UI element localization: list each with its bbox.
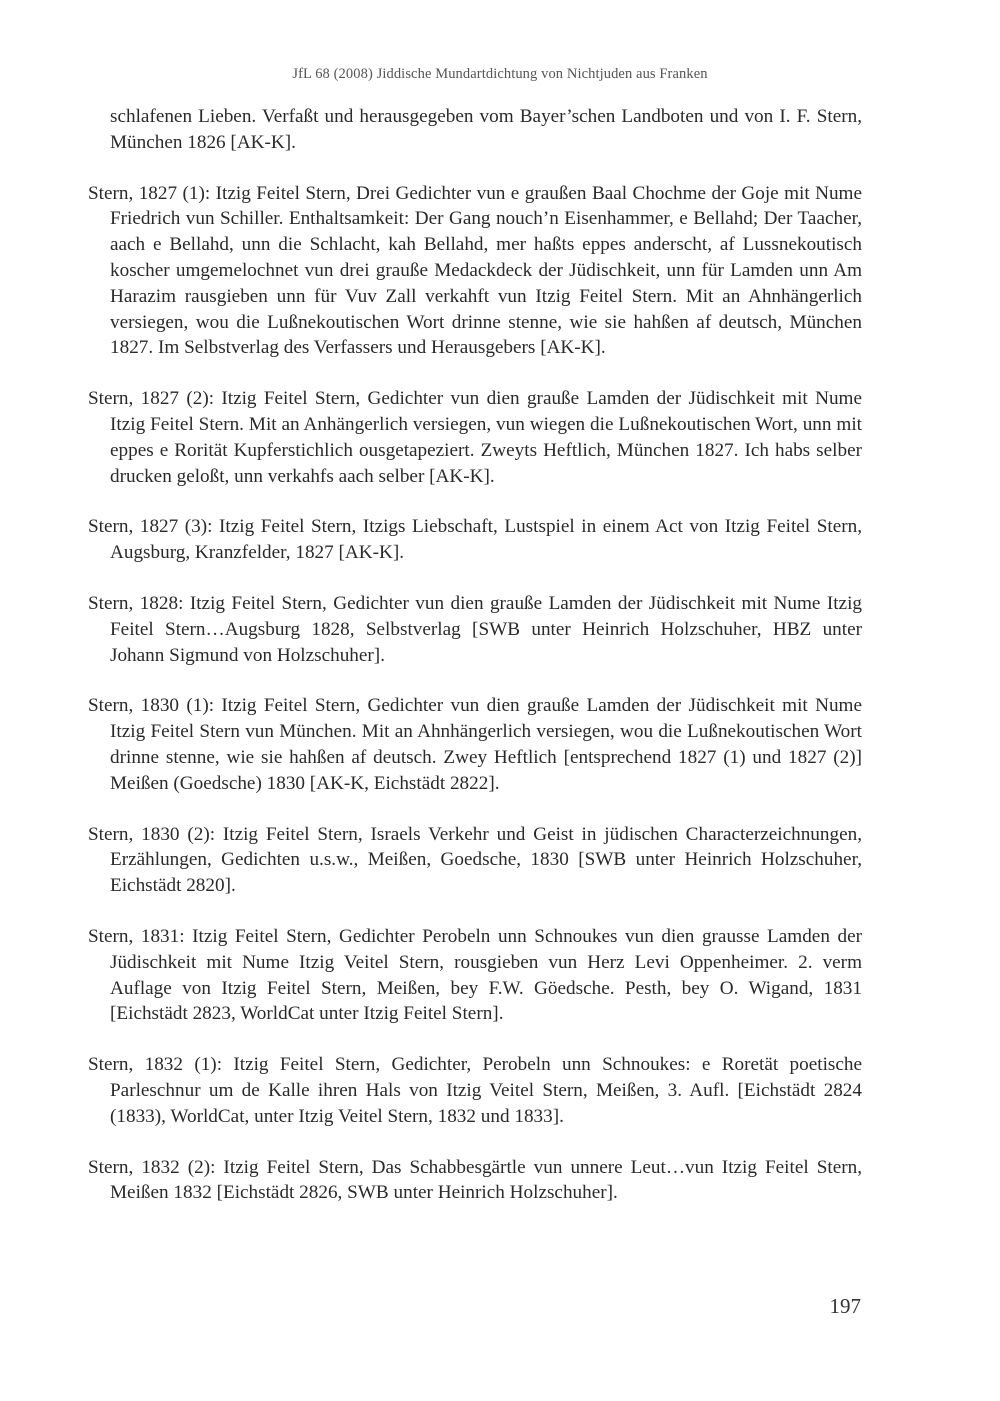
bibliography-entry-stern-1832-2: Stern, 1832 (2): Itzig Feitel Stern, Das Schabbesgärtle vun unnere Leut…vun Itzig Feitel Stern, Meißen 1832 [Eichstädt 2826, SWB unter Heinrich Holzschuher]. <box>88 1156 862 1204</box>
bibliography-entry-stern-1827-2: Stern, 1827 (2): Itzig Feitel Stern, Gedichter vun dien grauße Lamden der Jüdischkeit mit Nume Itzig Feitel Stern. Mit an Anhängerlich versiegen, vun wiegen die Lußnekoutischen Wort, unn mit eppes e Rorität Kupferstichlich ousgetapeziert. Zweyts Heftlich, München 1827. Ich habs selber drucken geloßt, unn verkahfs aach selber [AK-K]. <box>88 388 862 487</box>
running-header: JfL 68 (2008) Jiddische Mundartdichtung von Nichtjuden aus Franken <box>292 66 708 82</box>
page-number: 197 <box>829 1294 861 1318</box>
bibliography-entry-stern-1828: Stern, 1828: Itzig Feitel Stern, Gedichter vun dien grauße Lamden der Jüdischkeit mit Nume Itzig Feitel Stern…Augsburg 1828, Selbstverlag [SWB unter Heinrich Holzschuher, HBZ unter Johann Sigmund von Holzschuher]. <box>88 592 862 666</box>
bibliography-entry-stern-1832-1: Stern, 1832 (1): Itzig Feitel Stern, Gedichter, Perobeln unn Schnoukes: e Roretät poetische Parleschnur um de Kalle ihren Hals von Itzig Veitel Stern, Meißen, 3. Aufl. [Eichstädt 2824 (1833), WorldCat, unter Itzig Veitel Stern, 1832 und 1833]. <box>88 1054 862 1127</box>
bibliography-entry-stern-1831: Stern, 1831: Itzig Feitel Stern, Gedichter Perobeln unn Schnoukes vun dien grausse Lamden der Jüdischkeit mit Nume Itzig Veitel Stern, rousgieben vun Herz Levi Oppenheimer. 2. verm Auflage von Itzig Feitel Stern, Meißen, bey F.W. Göedsche. Pesth, bey O. Wigand, 1831 [Eichstädt 2823, WorldCat unter Itzig Feitel Stern]. <box>88 925 862 1025</box>
bibliography-entry-stern-1827-1: Stern, 1827 (1): Itzig Feitel Stern, Drei Gedichter vun e graußen Baal Chochme der Goje mit Nume Friedrich vun Schiller. Enthaltsamkeit: Der Gang nouch’n Eisenhammer, e Bellahd; Der Taacher, aach e Bellahd, unn die Schlacht, kah Bellahd, mer haßts eppes anderscht, af Lussnekoutisch koscher umgemelochnet vun drei grauße Medackdeck der Jüdischkeit, unn für Lamden unn Am Harazim rausgieben unn für Vuv Zall verkahft vun Itzig Feitel Stern. Mit an Ahnhängerlich versiegen, wou die Lußnekoutischen Wort drinne stenne, wie sie hahßen af deutsch, München 1827. Im Selbstverlag des Verfassers und Herausgebers [AK-K]. <box>88 182 862 359</box>
bibliography-entry-stern-1830-1: Stern, 1830 (1): Itzig Feitel Stern, Gedichter vun dien grauße Lamden der Jüdischkeit mit Nume Itzig Feitel Stern vun München. Mit an Ahnhängerlich versiegen, wou die Lußnekoutischen Wort drinne stenne, wie sie hahßen af deutsch. Zwey Heftlich [entsprechend 1827 (1) und 1827 (2)] Meißen (Goedsche) 1830 [AK-K, Eichstädt 2822]. <box>88 695 862 794</box>
bibliography-entry-stern-1827-3: Stern, 1827 (3): Itzig Feitel Stern, Itzigs Liebschaft, Lustspiel in einem Act von Itzig Feitel Stern, Augsburg, Kranzfelder, 1827 [AK-K]. <box>88 516 862 564</box>
bibliography-entry-stern-1830-2: Stern, 1830 (2): Itzig Feitel Stern, Israels Verkehr und Geist in jüdischen Characterzeichnungen, Erzählungen, Gedichten u.s.w., Meißen, Goedsche, 1830 [SWB unter Heinrich Holzschuher, Eichstädt 2820]. <box>88 823 862 897</box>
bibliography-entry-continuation: schlafenen Lieben. Verfaßt und herausgegeben vom Bayer’schen Landboten und von I. F. Stern, München 1826 [AK-K]. <box>110 106 862 153</box>
bibliography-list <box>88 104 862 1231</box>
